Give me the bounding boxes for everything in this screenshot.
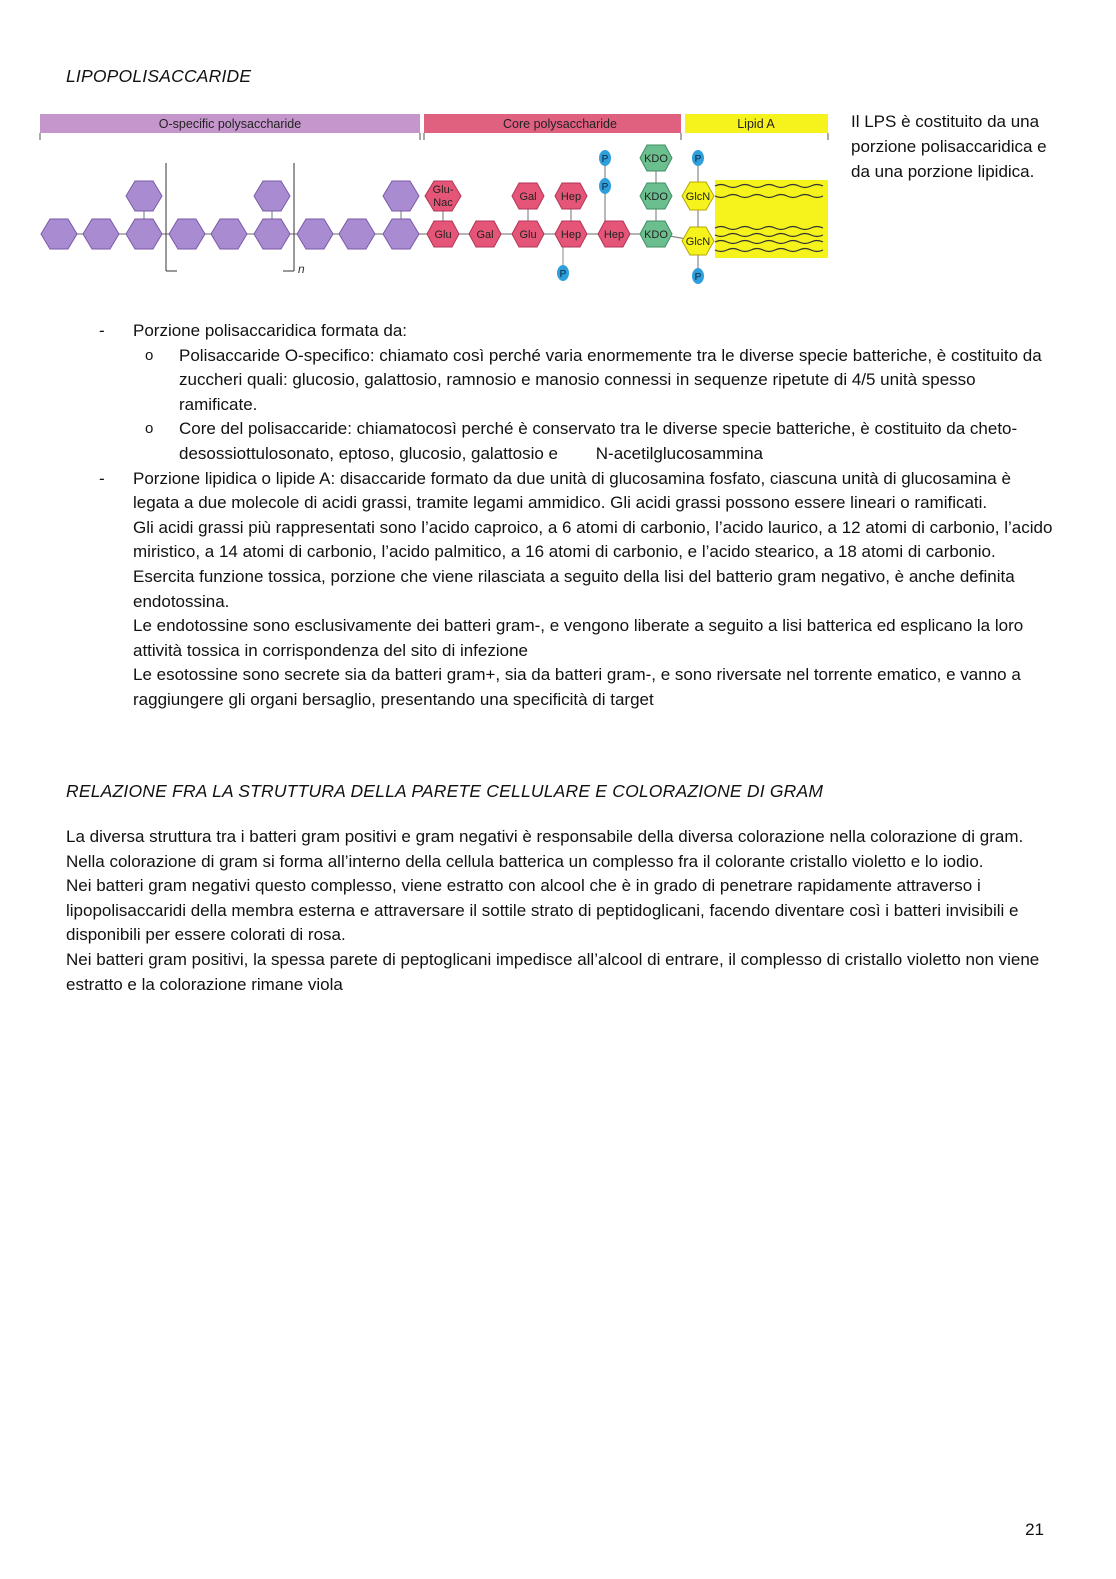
- circle-bullet: o: [145, 346, 154, 364]
- phosphate-group: [599, 150, 611, 166]
- lps-structure-diagram: [38, 110, 838, 290]
- paragraph: Nei batteri gram negativi questo complesso, viene estratto con alcool che è in grado di penetrare rapidamente attraverso i lipopolisaccaridi della membra esterna e attraversare il sottile strato di peptidoglicani, facendo diventare così i batteri invisibili e disponibili per essere colorati di rosa.: [66, 876, 1019, 945]
- o-antigen-sugar: [383, 219, 419, 249]
- o-antigen-branch-sugar: [383, 181, 419, 211]
- svg-text:P: P: [694, 154, 702, 165]
- sugar-glu-1: [427, 221, 459, 247]
- svg-text:Nac: Nac: [433, 197, 453, 209]
- sugar-hep-2: [555, 221, 587, 247]
- svg-text:Hep: Hep: [560, 229, 582, 241]
- phosphate-group: [557, 265, 569, 281]
- o-antigen-branch-sugar: [254, 181, 290, 211]
- sugar-gal-branch: [512, 183, 544, 209]
- gram-section-body: [66, 825, 1051, 997]
- core-band-label: Core polysaccharide: [503, 117, 617, 131]
- svg-text:Hep: Hep: [603, 229, 625, 241]
- dash-bullet: -: [99, 468, 105, 488]
- sugar-kdo-2: [640, 183, 672, 209]
- sugar-gal-2: [469, 221, 501, 247]
- svg-text:P: P: [601, 182, 609, 193]
- svg-text:Hep: Hep: [560, 191, 582, 203]
- phosphate-group: [599, 178, 611, 194]
- svg-text:Gal: Gal: [476, 229, 494, 241]
- svg-text:KDO: KDO: [644, 191, 668, 203]
- svg-text:GlcN: GlcN: [685, 191, 711, 203]
- svg-text:P: P: [694, 272, 702, 283]
- sugar-hep-branch: [555, 183, 587, 209]
- lps-description-list: [95, 319, 1055, 713]
- page-number: 21: [1025, 1520, 1044, 1539]
- paragraph: Gli acidi grassi più rappresentati sono l’acido caproico, a 6 atomi di carbonio, l’acido laurico, a 12 atomi di carbonio, l’acido miristico, a 14 atomi di carbonio, l’acido palmitico, a 16 atomi di carbonio, e l’acido stearico, a 18 atomi di carbonio.: [133, 517, 1053, 562]
- o-antigen-sugar: [211, 219, 247, 249]
- sugar-glu-2: [512, 221, 544, 247]
- sugar-glunac: [425, 181, 461, 211]
- lps-summary-text: Il LPS è costituito da una porzione polisaccaridica e da una porzione lipidica.: [851, 112, 1047, 181]
- svg-text:P: P: [559, 269, 567, 280]
- paragraph: Nei batteri gram positivi, la spessa parete di peptoglicani impedisce all’alcool di entrare, il complesso di cristallo violetto non viene estratto e la colorazione rimane viola: [66, 949, 1040, 994]
- list-item: [95, 319, 1055, 344]
- paragraph: Le endotossine sono esclusivamente dei batteri gram-, e vengono liberate a seguito a lisi batterica ed esplicano la loro attività tossica in corrispondenza del sito di infezione: [133, 616, 1024, 660]
- svg-text:KDO: KDO: [644, 153, 668, 165]
- o-antigen-sugar: [126, 219, 162, 249]
- dash-bullet: -: [99, 321, 105, 340]
- lipid-region: [715, 180, 828, 258]
- o-antigen-sugar: [41, 219, 77, 249]
- section-heading-gram: RELAZIONE FRA LA STRUTTURA DELLA PARETE CELLULARE E COLORAZIONE DI GRAM: [66, 781, 824, 801]
- sub-list-item-text: Polisaccaride O-specifico: chiamato così perché varia enormemente tra le diverse specie batteriche, è costituito da zuccheri quali: glucosio, galattosio, ramnosio e manosio connessi in sequenze ripetute di 4/5 unità spesso ramificate.: [179, 345, 1042, 414]
- lipid-a-band-label: Lipid A: [737, 117, 775, 131]
- sub-list-item: [95, 344, 1055, 418]
- sub-list-item-text: Core del polisaccaride: chiamatocosì perché è conservato tra le diverse specie batteriche, è costituito da cheto-desossiottulosonato, eptoso, glucosio, galattosio e N-acetilglucosammina: [179, 419, 1018, 463]
- list-item-text: Porzione polisaccaridica formata da:: [133, 321, 408, 340]
- svg-text:Glu: Glu: [519, 229, 537, 241]
- o-antigen-branch-sugar: [126, 181, 162, 211]
- paragraph: Le esotossine sono secrete sia da batteri gram+, sia da batteri gram-, e sono riversate nel torrente ematico, e vanno a raggiungere gli organi bersaglio, presentando una specificità di target: [133, 665, 1021, 709]
- sugar-glcn-2: [682, 227, 714, 255]
- sugar-glcn-1: [682, 182, 714, 210]
- paragraph: La diversa struttura tra i batteri gram positivi e gram negativi è responsabile della diversa colorazione nella colorazione di gram.: [66, 827, 1024, 846]
- list-item-text: Porzione lipidica o lipide A: disaccaride formato da due unità di glucosamina fosfato, ciascuna unità di glucosamina è legata a due molecole di acidi grassi, tramite legami ammidico. Gli acidi grassi possono essere lineari o ramificati.: [133, 468, 1011, 513]
- svg-text:Glu: Glu: [434, 229, 452, 241]
- o-specific-band-label: O-specific polysaccharide: [158, 117, 302, 131]
- svg-text:P: P: [601, 154, 609, 165]
- section-heading-lps: LIPOPOLISACCARIDE: [66, 66, 252, 86]
- o-antigen-sugar: [297, 219, 333, 249]
- svg-text:Glu-: Glu-: [432, 184, 454, 196]
- o-antigen-sugar: [83, 219, 119, 249]
- phosphate-group: [692, 268, 704, 284]
- o-antigen-sugar: [339, 219, 375, 249]
- sugar-kdo-3: [640, 221, 672, 247]
- list-item: [95, 467, 1055, 516]
- svg-text:KDO: KDO: [644, 229, 668, 241]
- phosphate-group: [692, 150, 704, 166]
- circle-bullet: o: [145, 420, 154, 438]
- sugar-kdo-1: [640, 145, 672, 171]
- sugar-hep-3: [598, 221, 630, 247]
- repeat-count-label: n: [298, 262, 305, 276]
- svg-text:Gal: Gal: [519, 191, 537, 203]
- o-antigen-sugar: [169, 219, 205, 249]
- o-antigen-sugar: [254, 219, 290, 249]
- paragraph: Nella colorazione di gram si forma all’interno della cellula batterica un complesso fra il colorante cristallo violetto e lo iodio.: [66, 851, 984, 871]
- svg-text:GlcN: GlcN: [685, 236, 711, 248]
- sub-list-item: [95, 417, 1055, 466]
- paragraph: Esercita funzione tossica, porzione che viene rilasciata a seguito della lisi del batterio gram negativo, è anche definita endotossina.: [133, 566, 1015, 611]
